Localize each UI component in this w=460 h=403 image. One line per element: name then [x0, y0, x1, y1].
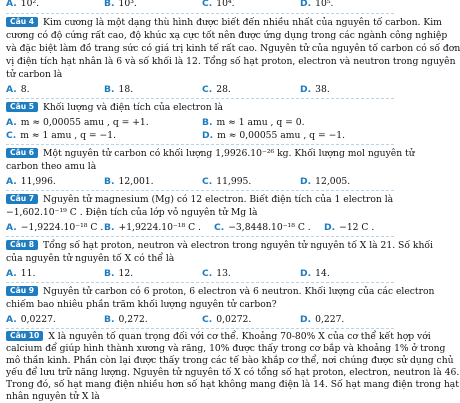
- option-c[interactable]: C. −3,8448.10⁻¹⁸ C .: [214, 222, 311, 233]
- question-badge: Câu 9: [6, 286, 38, 296]
- option-b[interactable]: B. 18.: [104, 84, 134, 95]
- option-d[interactable]: D. 12,005.: [300, 176, 351, 187]
- option-c[interactable]: C. 13.: [202, 268, 231, 279]
- option-b[interactable]: B. +1,9224.10⁻¹⁸ C .: [104, 222, 201, 233]
- option-a[interactable]: A. m ≈ 0,00055 amu , q = +1.: [6, 117, 149, 128]
- option-d[interactable]: D. m ≈ 0,00055 amu , q = −1.: [202, 130, 346, 141]
- question-10-stem-line: Trong đó, số hạt mang điện nhiều hơn số hạt không mang điện là 14. Số hạt mang điện trong hạt: [6, 379, 459, 390]
- divider: [6, 190, 394, 191]
- option-b[interactable]: B. m ≈ 1 amu , q = 0.: [202, 117, 305, 128]
- question-7-stem-line: −1,602.10⁻¹⁹ C . Điện tích của lớp vỏ nguyên tử Mg là: [6, 207, 258, 218]
- option-c[interactable]: C. 10⁴.: [202, 0, 235, 9]
- question-4-stem-line: cương có độ cứng rất cao, độ khúc xạ cực tốt nên được ứng dụng trong các ngành công nghiệp: [6, 30, 448, 41]
- divider: [6, 236, 394, 237]
- option-d[interactable]: D. 38.: [300, 84, 330, 95]
- question-10-stem-line: yếu để lưu trữ năng lượng. Nguyên tử nguyên tố X có tổng số hạt proton, electron, neutron là 46.: [6, 367, 460, 378]
- option-d[interactable]: D. 14.: [300, 268, 330, 279]
- question-7-options: [6, 222, 396, 234]
- option-b[interactable]: B. 0,272.: [104, 314, 148, 325]
- question-6-options: [6, 176, 396, 188]
- option-a[interactable]: A. 8.: [6, 84, 30, 95]
- question-5-options-row-1: [6, 117, 396, 129]
- question-badge: Câu 8: [6, 240, 38, 250]
- question-4-stem-line: và đặc biệt làm đồ trang sức có giá trị kinh tế rất cao. Nguyên tử của nguyên tố carbon có số đơn: [6, 43, 460, 54]
- divider: [6, 13, 394, 14]
- question-9-stem-line: Câu 9 Nguyên tử carbon có 6 proton, 6 electron và 6 neutron. Khối lượng của các electron: [6, 286, 394, 298]
- question-9-options: [6, 314, 396, 326]
- question-badge: Câu 7: [6, 194, 38, 204]
- question-6-stem-line: carbon theo amu là: [6, 161, 97, 172]
- question-5-stem-line: Câu 5 Khối lượng và điện tích của electron là: [6, 102, 394, 114]
- question-badge: Câu 10: [6, 331, 43, 341]
- question-8-stem-line: của nguyên tử nguyên tố X có thể là: [6, 253, 175, 264]
- option-a[interactable]: A. 11,996.: [6, 176, 56, 187]
- question-6-stem-line: Câu 6 Một nguyên tử carbon có khối lượng 1,9926.10⁻²⁶ kg. Khối lượng mol nguyên tử: [6, 148, 394, 160]
- question-badge: Câu 5: [6, 102, 38, 112]
- question-10-stem-line: mô thần kinh. Phần còn lại được thấy trong các tế bào khắp cơ thể, nơi chúng được sử dụng chủ: [6, 355, 454, 366]
- option-b[interactable]: B. 10³.: [104, 0, 137, 9]
- question-10-stem-line: nhân nguyên tử X là: [6, 391, 100, 402]
- option-b[interactable]: B. 12,001.: [104, 176, 154, 187]
- option-a[interactable]: A. 0,0227.: [6, 314, 56, 325]
- question-4-stem-line: Câu 4 Kim cương là một dạng thù hình được biết đến nhiều nhất của nguyên tố carbon. Kim: [6, 17, 394, 29]
- divider: [6, 328, 394, 329]
- option-d[interactable]: D. 10⁵.: [300, 0, 334, 9]
- option-a[interactable]: A. 11.: [6, 268, 36, 279]
- question-7-stem-line: Câu 7 Nguyên tử magnesium (Mg) có 12 electron. Biết điện tích của 1 electron là: [6, 194, 394, 206]
- option-d[interactable]: D. −12 C .: [324, 222, 375, 233]
- question-4-options: [6, 84, 396, 96]
- option-c[interactable]: C. 11,995.: [202, 176, 252, 187]
- question-9-stem-line: chiếm bao nhiêu phần trăm khối lượng nguyên tử carbon?: [6, 299, 277, 310]
- option-a[interactable]: A. 10².: [6, 0, 40, 9]
- divider: [6, 144, 394, 145]
- divider: [6, 98, 394, 99]
- question-5-options-row-2: [6, 130, 396, 142]
- option-c[interactable]: C. m ≈ 1 amu , q = −1.: [6, 130, 117, 141]
- question-badge: Câu 4: [6, 17, 38, 27]
- question-badge: Câu 6: [6, 148, 38, 158]
- question-4-stem-line: tử carbon là: [6, 69, 63, 80]
- divider: [6, 282, 394, 283]
- question-3-options: [6, 0, 396, 10]
- option-a[interactable]: A. −1,9224.10⁻¹⁸ C .: [6, 222, 104, 233]
- question-10-stem-line: calcium để giúp hình thành xương và răng, 10% được thấy trong cơ bắp và khoảng 1% ở trong: [6, 343, 446, 354]
- question-10-stem-line: Câu 10 X là nguyên tố quan trọng đối với cơ thể. Khoảng 70-80% X của cơ thể kết hợp với: [6, 331, 394, 343]
- question-8-stem-line: Câu 8 Tổng số hạt proton, neutron và electron trong nguyên tử nguyên tố X là 21. Số khối: [6, 240, 394, 252]
- option-b[interactable]: B. 12.: [104, 268, 134, 279]
- option-c[interactable]: C. 28.: [202, 84, 231, 95]
- question-4-stem-line: vị điện tích hạt nhân là 6 và số khối là 12. Tổng số hạt proton, electron và neutron trong nguyên: [6, 56, 456, 67]
- option-c[interactable]: C. 0,0272.: [202, 314, 252, 325]
- question-8-options: [6, 268, 396, 280]
- option-d[interactable]: D. 0,227.: [300, 314, 345, 325]
